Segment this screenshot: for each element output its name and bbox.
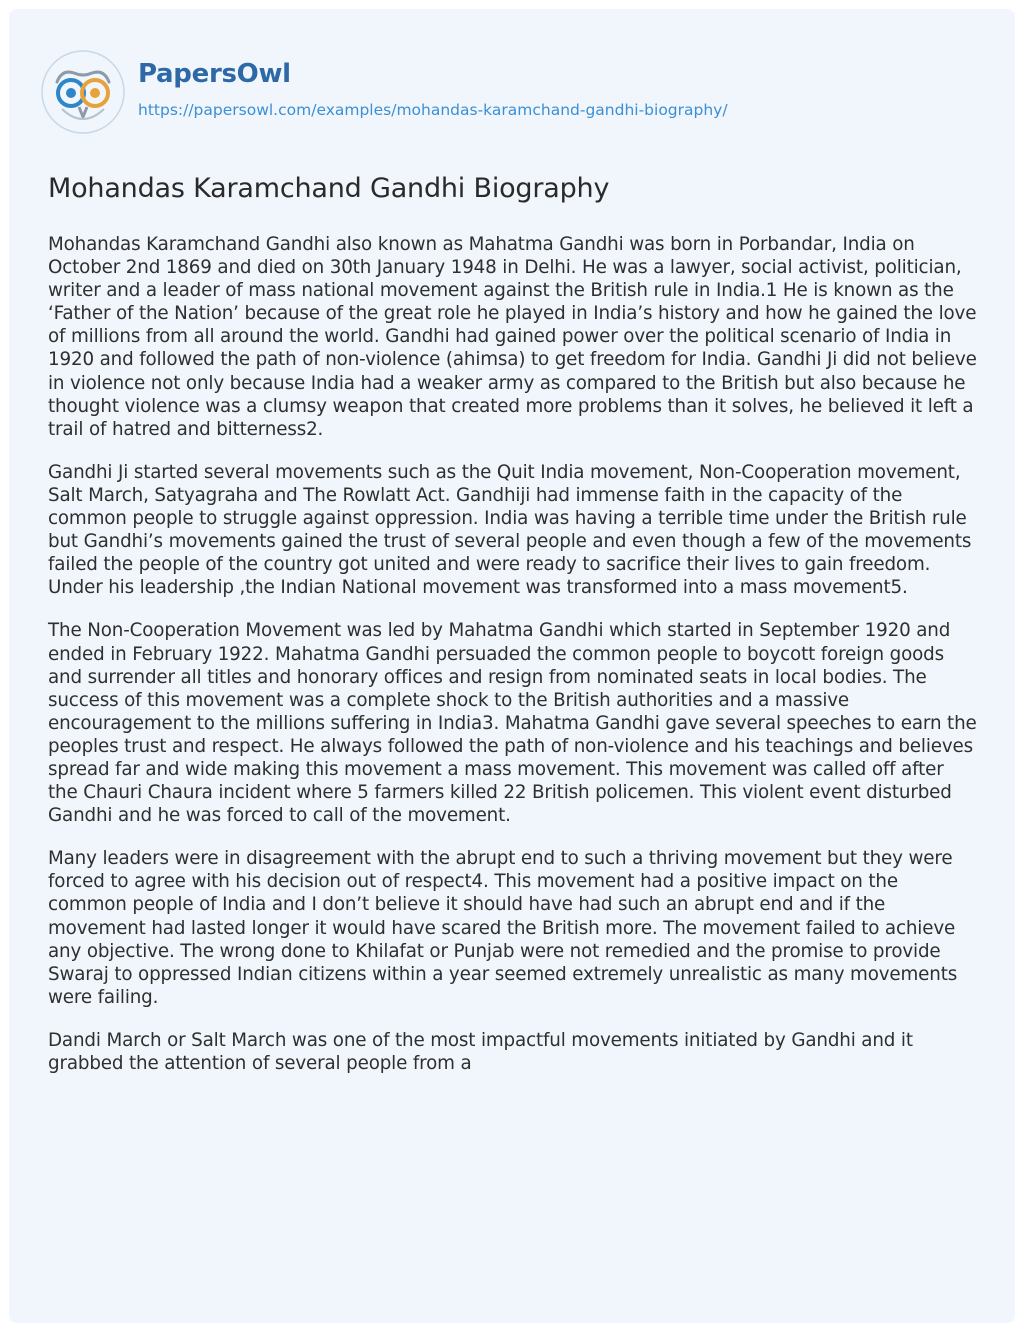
paragraph: Gandhi Ji started several movements such as the Quit India movement, Non-Cooperation movement, Salt March, Satyagraha and The Rowlatt Act. Gandhiji had immense faith in the capacity of the common people to struggle against oppression. India was having a terrible time under the British rule but Gandhi’s movements gained the trust of several people and even though a few of the movements failed the people of the country got united and were ready to sacrifice their lives to gain freedom. Under his leadership ,the Indian National movement was transformed into a mass movement5.: [48, 461, 972, 599]
article-body: [48, 233, 978, 1095]
source-url-link[interactable]: https://papersowl.com/examples/mohandas-karamchand-gandhi-biography/: [138, 101, 728, 119]
owl-logo-icon[interactable]: [40, 49, 126, 135]
paragraph: The Non-Cooperation Movement was led by Mahatma Gandhi which started in September 1920 and ended in February 1922. Mahatma Gandhi persuaded the common people to boycott foreign goods and surrender all titles and honorary offices and resign from nominated seats in local bodies. The success of this movement was a complete shock to the British authorities and a massive encouragement to the millions suffering in India3. Mahatma Gandhi gave several speeches to earn the peoples trust and respect. He always followed the path of non-violence and his teachings and believes spread far and wide making this movement a mass movement. This movement was called off after the Chauri Chaura incident where 5 farmers killed 22 British policemen. This violent event disturbed Gandhi and he was forced to call of the movement.: [48, 620, 977, 827]
paragraph: Mohandas Karamchand Gandhi also known as Mahatma Gandhi was born in Porbandar, India on October 2nd 1869 and died on 30th January 1948 in Delhi. He was a lawyer, social activist, politician, writer and a leader of mass national movement against the British rule in India.1 He is known as the ‘Father of the Nation’ because of the great role he played in India’s history and how he gained the love of millions from all around the world. Gandhi had gained power over the political scenario of India in 1920 and followed the path of non-violence (ahimsa) to get freedom for India. Gandhi Ji did not believe in violence not only because India had a weaker army as compared to the British but also because he thought violence was a clumsy weapon that created more problems than it solves, he believed it left a trail of hatred and bitterness2.: [48, 234, 977, 440]
brand-block: [138, 59, 728, 120]
paragraph: Dandi March or Salt March was one of the most impactful movements initiated by Gandhi and it grabbed the attention of several people from a: [48, 1029, 913, 1074]
paragraph: Many leaders were in disagreement with the abrupt end to such a thriving movement but they were forced to agree with his decision out of respect4. This movement had a positive impact on the common people of India and I don’t believe it should have had such an abrupt end and if the movement had lasted longer it would have scared the British more. The movement failed to achieve any objective. The wrong done to Khilafat or Punjab were not remedied and the promise to provide Swaraj to oppressed Indian citizens within a year seemed extremely unrealistic as many movements were failing.: [48, 848, 958, 1008]
article-title: Mohandas Karamchand Gandhi Biography: [48, 173, 610, 204]
site-header: [40, 55, 728, 135]
brand-name[interactable]: PapersOwl: [138, 59, 291, 89]
